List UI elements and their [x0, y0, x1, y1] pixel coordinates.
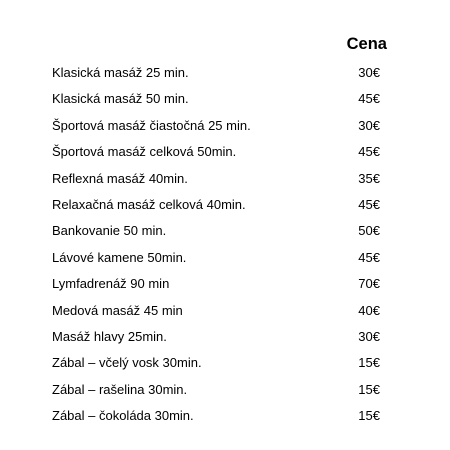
service-row: [0, 380, 450, 406]
service-row: [0, 169, 450, 195]
service-name: Bankovanie 50 min.: [52, 223, 167, 239]
service-row: [0, 116, 450, 142]
price-list-header: [0, 33, 450, 55]
service-price: 35€: [358, 170, 380, 186]
service-row: [0, 301, 450, 327]
service-price: 40€: [358, 302, 380, 318]
service-price: 30€: [358, 117, 380, 133]
service-price: 30€: [358, 328, 380, 344]
service-price: 45€: [358, 196, 380, 212]
service-name: Medová masáž 45 min: [52, 302, 183, 318]
service-row: [0, 353, 450, 379]
service-rows: [0, 63, 450, 432]
service-row: [0, 195, 450, 221]
price-column-header: Cena: [346, 35, 387, 53]
service-name: Relaxačná masáž celková 40min.: [52, 196, 246, 212]
service-row: [0, 406, 450, 432]
service-name: Klasická masáž 25 min.: [52, 65, 189, 80]
service-row: [0, 221, 450, 247]
service-price: 50€: [358, 223, 380, 239]
service-name: Lymfadrenáž 90 min: [52, 276, 170, 292]
service-row: [0, 274, 450, 300]
service-name: Zábal – rašelina 30min.: [52, 381, 188, 397]
service-name: Masáž hlavy 25min.: [52, 328, 167, 344]
service-name: Lávové kamene 50min.: [52, 249, 187, 265]
service-price: 70€: [358, 276, 380, 292]
service-name: Zábal – včelý vosk 30min.: [52, 355, 202, 371]
service-price: 15€: [358, 355, 380, 371]
service-name: Športová masáž čiastočná 25 min.: [52, 117, 251, 133]
service-price: 15€: [358, 408, 380, 424]
service-price: 45€: [358, 249, 380, 265]
service-name: Reflexná masáž 40min.: [52, 170, 188, 186]
service-row: [0, 327, 450, 353]
service-name: Športová masáž celková 50min.: [52, 144, 237, 160]
service-row: [0, 63, 450, 89]
service-name: Zábal – čokoláda 30min.: [52, 408, 194, 424]
service-price: 15€: [358, 381, 380, 397]
service-price: 30€: [358, 65, 380, 80]
service-row: [0, 142, 450, 168]
service-price: 45€: [358, 91, 380, 107]
service-row: [0, 89, 450, 115]
service-name: Klasická masáž 50 min.: [52, 91, 189, 107]
service-price: 45€: [358, 144, 380, 160]
service-row: [0, 248, 450, 274]
